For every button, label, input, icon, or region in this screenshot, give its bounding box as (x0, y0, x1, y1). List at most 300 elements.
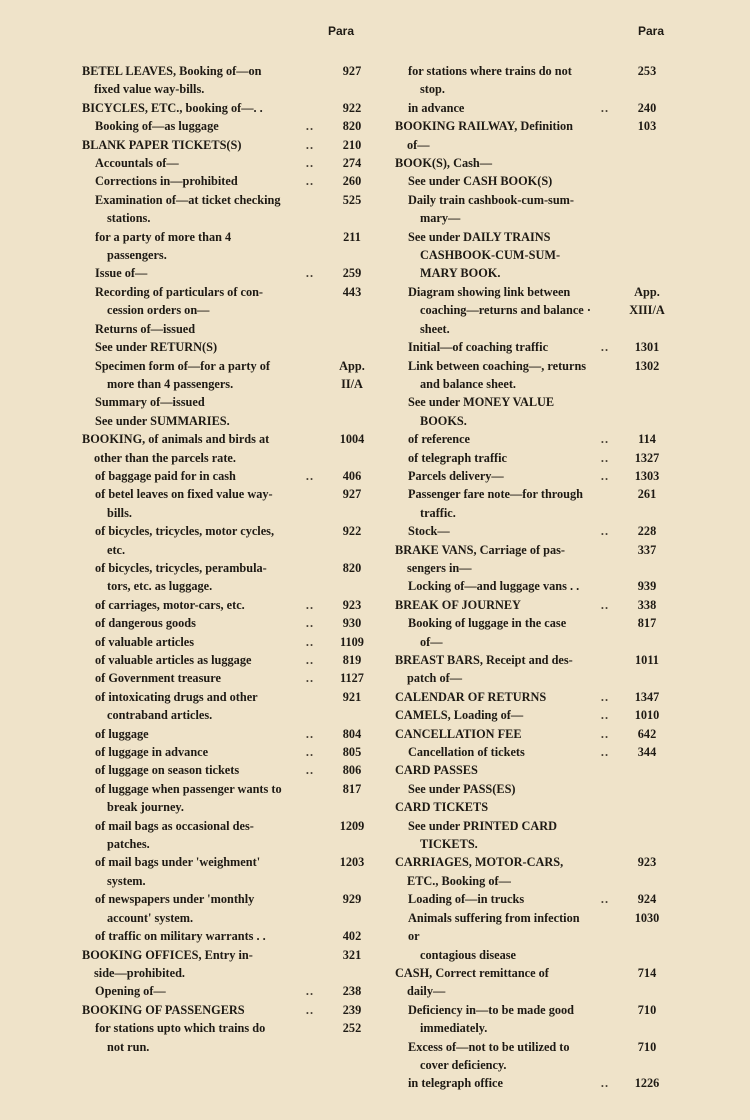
index-entry (395, 780, 677, 798)
index-entry (82, 614, 382, 632)
index-entry-text (395, 614, 593, 651)
index-entry (82, 228, 382, 265)
index-entry-line: side—prohibited. (94, 965, 185, 980)
index-entry-line: of luggage in advance (95, 745, 209, 760)
para-number: 1302 (634, 358, 660, 373)
index-entry-line: Animals suffering from infection or (408, 910, 580, 944)
index-entry-line: See under SUMMARIES. (95, 413, 230, 428)
index-entry-text (395, 780, 593, 798)
index-entry (395, 393, 677, 430)
index-entry-line: Daily train cashbook-cum-sum- (408, 192, 575, 207)
index-entry (395, 964, 677, 1001)
para-number: 1010 (634, 708, 660, 723)
index-entry-text (395, 393, 593, 430)
para-number: 239 (342, 1002, 362, 1017)
leader-dots: .. (305, 745, 315, 760)
para-number: 344 (637, 745, 657, 760)
para-number: 805 (342, 745, 362, 760)
index-entry (82, 412, 382, 430)
index-entry-line: CANCELLATION FEE (395, 726, 522, 741)
leader-dots: .. (600, 432, 610, 447)
para-number: 321 (342, 947, 362, 962)
index-entry-line: See under PASS(ES) (408, 781, 516, 796)
index-entry-line: account' system. (107, 910, 194, 925)
index-entry (395, 467, 677, 485)
index-entry-text (82, 393, 298, 411)
index-entry-line: of newspapers under 'monthly (95, 892, 255, 907)
para-number: 252 (342, 1021, 362, 1036)
para-number: 274 (342, 156, 362, 171)
para-number: 103 (637, 119, 657, 134)
para-number: 922 (342, 100, 362, 115)
index-entry-line: CASHBOOK-CUM-SUM- (420, 248, 561, 263)
para-number: 240 (637, 100, 657, 115)
index-entry-text (395, 449, 593, 467)
index-entry-line: contraband articles. (107, 708, 213, 723)
index-entry (82, 596, 382, 614)
index-entry (395, 817, 677, 854)
index-entry-text (395, 117, 593, 154)
index-entry-line: CASH, Correct remittance of (395, 965, 549, 980)
para-number: 259 (342, 266, 362, 281)
index-entry-line: Cancellation of tickets (408, 745, 525, 760)
para-number: 927 (342, 487, 362, 502)
index-entry-line: CARD TICKETS (395, 800, 489, 815)
index-entry-line: of luggage when passenger wants to (95, 781, 282, 796)
index-entry-line: fixed value way-bills. (94, 82, 205, 97)
index-entry-text (395, 577, 593, 595)
index-entry-line: Examination of—at ticket checking (95, 192, 281, 207)
index-entry (82, 99, 382, 117)
index-entry-line: MARY BOOK. (420, 266, 501, 281)
index-entry-text (395, 651, 593, 688)
leader-dots: .. (305, 468, 315, 483)
index-entry-line: etc. (107, 542, 126, 557)
index-entry (82, 633, 382, 651)
para-number: 1109 (340, 634, 364, 649)
index-entry-text (82, 651, 298, 669)
index-entry-text (82, 669, 298, 687)
index-entry-text (395, 467, 593, 485)
index-entry-line: Deficiency in—to be made good (408, 1002, 574, 1017)
para-number: 210 (342, 137, 362, 152)
index-entry-text (82, 154, 298, 172)
index-entry (82, 283, 382, 320)
index-entry-text (82, 780, 298, 817)
leader-dots: .. (305, 1002, 315, 1017)
para-number: 1011 (635, 653, 659, 667)
index-entry (82, 559, 382, 596)
index-entry-line: Excess of—not to be utilized to (408, 1039, 570, 1054)
index-entry-text (82, 614, 298, 632)
index-entry (82, 430, 382, 467)
index-entry-text (82, 946, 298, 983)
leader-dots: .. (305, 671, 315, 686)
index-entry-line: contagious disease (420, 947, 516, 962)
para-number: 710 (637, 1002, 657, 1017)
para-number: 228 (637, 524, 657, 539)
index-entry-line: of bicycles, tricycles, motor cycles, (95, 524, 275, 539)
index-entry-line: CARRIAGES, MOTOR-CARS, (395, 855, 564, 870)
para-number: App. XIII/A (629, 284, 665, 318)
index-entry-text (395, 1038, 593, 1075)
index-entry (82, 817, 382, 854)
index-entry-text (395, 283, 593, 338)
index-entry-line: traffic. (420, 505, 456, 520)
para-number: 642 (637, 726, 657, 741)
index-entry-text (395, 338, 593, 356)
index-entry-text (82, 522, 298, 559)
index-entry (82, 320, 382, 338)
para-number: 406 (342, 468, 362, 483)
index-entry (395, 890, 677, 908)
index-entry-line: for stations where trains do not (408, 64, 572, 78)
index-entry (82, 191, 382, 228)
para-number: 927 (342, 64, 362, 78)
para-number: 1209 (339, 818, 365, 833)
leader-dots: .. (600, 340, 610, 355)
index-entry-line: of mail bags as occasional des- (95, 818, 254, 833)
index-entry-text (82, 596, 298, 614)
leader-dots: .. (305, 137, 315, 152)
para-number: 402 (342, 929, 362, 944)
index-entry (395, 1001, 677, 1038)
index-entry-line: for a party of more than 4 (95, 229, 232, 244)
para-number: 338 (637, 597, 657, 612)
index-entry-text (82, 264, 298, 282)
index-entry-line: BREAK OF JOURNEY (395, 597, 521, 612)
index-entry-line: immediately. (420, 1021, 488, 1036)
index-entry-line: Summary of—issued (95, 395, 205, 410)
index-entry-line: of valuable articles as luggage (95, 653, 252, 667)
index-entry-line: ETC., Booking of— (407, 873, 511, 888)
index-entry (82, 154, 382, 172)
index-entry-line: of dangerous goods (95, 616, 196, 631)
index-entry-line: Issue of— (95, 266, 148, 281)
index-entry-text (395, 485, 593, 522)
index-entry-line: Corrections in—prohibited (95, 174, 238, 189)
para-number: 817 (342, 781, 362, 796)
para-number: 922 (342, 524, 362, 539)
leader-dots: .. (600, 100, 610, 115)
index-entry-text (82, 559, 298, 596)
para-column-header-left: Para (328, 24, 355, 38)
index-entry-text (395, 191, 593, 228)
index-entry-text (395, 154, 593, 172)
index-entry-text (395, 522, 593, 540)
leader-dots: .. (305, 156, 315, 171)
index-entry (395, 798, 677, 816)
index-entry (82, 485, 382, 522)
para-number: 820 (342, 560, 362, 575)
index-entry-line: Diagram showing link between (408, 284, 571, 299)
index-entry (395, 688, 677, 706)
index-entry (395, 651, 677, 688)
index-entry-line: Link between coaching—, returns (408, 358, 587, 373)
index-entry-line: in telegraph office (408, 1076, 503, 1091)
index-entry-line: of Government treasure (95, 671, 221, 686)
index-entry (395, 614, 677, 651)
index-entry-line: Recording of particulars of con- (95, 284, 264, 299)
index-entry-text (395, 1001, 593, 1038)
index-entry-text (82, 283, 298, 320)
index-entry-line: passengers. (107, 248, 167, 263)
index-entry-line: of— (420, 634, 443, 649)
index-entry (82, 780, 382, 817)
index-entry (82, 117, 382, 135)
index-entry (82, 136, 382, 154)
index-entry-text (395, 357, 593, 394)
index-entry-text (82, 890, 298, 927)
index-entry (395, 191, 677, 228)
index-entry (395, 743, 677, 761)
index-entry-text (82, 412, 298, 430)
index-entry-text (395, 688, 593, 706)
index-entry (395, 596, 677, 614)
index-entry-text (395, 909, 593, 964)
index-entry-text (82, 927, 298, 945)
para-number: 261 (637, 487, 657, 502)
index-entry (82, 1001, 382, 1019)
leader-dots: .. (305, 726, 315, 741)
index-entry-line: tors, etc. as luggage. (107, 579, 213, 594)
index-entry (82, 761, 382, 779)
para-number: 525 (342, 192, 362, 207)
index-entry-line: Passenger fare note—for through (408, 487, 583, 502)
index-entry-line: of carriages, motor-cars, etc. (95, 597, 245, 612)
index-entry (82, 927, 382, 945)
index-entry (395, 283, 677, 338)
index-entry-line: Returns of—issued (95, 321, 196, 336)
index-entry (395, 761, 677, 779)
para-number: 1203 (339, 855, 365, 870)
index-entry-text (395, 725, 593, 743)
index-entry-text (395, 817, 593, 854)
index-entry-text (395, 890, 593, 908)
index-entry-text (82, 467, 298, 485)
index-entry-line: of— (407, 137, 430, 152)
index-entry-line: bills. (107, 505, 132, 520)
index-entry (395, 62, 677, 99)
para-number: 1030 (634, 910, 660, 925)
index-entry-text (82, 117, 298, 135)
index-entry (82, 467, 382, 485)
index-entry-text (395, 743, 593, 761)
leader-dots: .. (305, 653, 315, 667)
index-entry-line: CARD PASSES (395, 763, 478, 778)
index-entry (395, 449, 677, 467)
para-column-header-right: Para (638, 24, 665, 38)
index-entry-line: BOOKING RAILWAY, Definition (395, 119, 574, 134)
index-entry (82, 264, 382, 282)
index-entry-text (82, 357, 298, 394)
index-entry-text (82, 191, 298, 228)
para-number: 923 (342, 597, 362, 612)
index-entry (395, 1038, 677, 1075)
index-entry-text (395, 62, 593, 99)
leader-dots: .. (305, 616, 315, 631)
index-entry-line: Stock— (408, 524, 450, 539)
index-entry-line: of baggage paid for in cash (95, 468, 236, 483)
index-entry (395, 154, 677, 172)
index-entry-line: of luggage on season tickets (95, 763, 240, 778)
index-entry-text (82, 1019, 298, 1056)
index-entry-line: coaching—returns and balance · (420, 303, 591, 318)
index-entry-text (395, 172, 593, 190)
leader-dots: .. (600, 892, 610, 907)
leader-dots: .. (600, 1076, 610, 1091)
leader-dots: .. (600, 524, 610, 539)
index-entry-line: See under MONEY VALUE (408, 395, 555, 410)
index-entry (82, 890, 382, 927)
index-entry-text (395, 1074, 593, 1092)
index-entry-line: Parcels delivery— (408, 468, 504, 483)
index-entry (82, 651, 382, 669)
index-entry (395, 909, 677, 964)
index-entry (395, 853, 677, 890)
index-entry (82, 62, 382, 99)
leader-dots: .. (305, 174, 315, 189)
index-entry-line: cession orders on— (107, 303, 210, 318)
para-number: 260 (342, 174, 362, 189)
leader-dots: .. (305, 984, 315, 999)
index-entry-text (395, 853, 593, 890)
index-entry-text (82, 320, 298, 338)
index-entry-line: cover deficiency. (420, 1057, 507, 1072)
index-entry (395, 541, 677, 578)
index-entry-line: Booking of—as luggage (95, 119, 219, 134)
para-number: 1347 (634, 689, 660, 704)
para-number: 1301 (634, 340, 660, 355)
index-entry-line: See under RETURN(S) (95, 340, 218, 355)
para-number: 806 (342, 763, 362, 778)
index-entry (82, 725, 382, 743)
index-entry (82, 338, 382, 356)
index-entry-line: BOOKING OFFICES, Entry in- (82, 947, 253, 962)
para-number: 804 (342, 726, 362, 741)
index-entry-text (395, 761, 593, 779)
leader-dots: .. (600, 745, 610, 760)
para-number: 1004 (339, 432, 365, 447)
index-entry-line: not run. (107, 1039, 150, 1054)
index-entry-text (82, 485, 298, 522)
leader-dots: .. (305, 763, 315, 778)
index-entry (395, 99, 677, 117)
index-entry-line: of reference (408, 432, 471, 447)
index-entry-text (82, 62, 298, 99)
index-entry (82, 522, 382, 559)
index-entry-text (82, 817, 298, 854)
leader-dots: .. (600, 689, 610, 704)
leader-dots: .. (600, 708, 610, 723)
index-entry (395, 357, 677, 394)
index-entry (395, 522, 677, 540)
para-number: 337 (637, 542, 657, 557)
index-entry-line: system. (107, 873, 146, 888)
index-entry-line: of mail bags under 'weighment' (95, 855, 261, 870)
index-entry-line: BOOKING, of animals and birds at (82, 432, 270, 447)
leader-dots: .. (305, 634, 315, 649)
para-number: 714 (637, 965, 657, 980)
para-number: 253 (637, 64, 657, 78)
index-entry-text (82, 688, 298, 725)
index-entry-line: See under PRINTED CARD (408, 818, 558, 833)
index-entry-line: See under DAILY TRAINS (408, 229, 551, 244)
para-number: 114 (638, 432, 656, 447)
index-entry-line: break journey. (107, 800, 184, 815)
index-entry-text (395, 228, 593, 283)
index-entry-line: for stations upto which trains do (95, 1021, 266, 1036)
index-entry-line: sheet. (420, 321, 450, 336)
index-entry-text (82, 338, 298, 356)
index-entry (82, 982, 382, 1000)
index-entry-line: BRAKE VANS, Carriage of pas- (395, 542, 566, 557)
index-entry-line: See under CASH BOOK(S) (408, 174, 553, 189)
para-number: App. II/A (339, 358, 365, 391)
index-entry-line: Initial—of coaching traffic (408, 340, 549, 355)
index-entry-line: of betel leaves on fixed value way- (95, 487, 273, 502)
index-entry (395, 338, 677, 356)
index-entry-line: daily— (407, 984, 446, 999)
index-entry-text (82, 99, 298, 117)
index-entry-text (395, 541, 593, 578)
para-number: 819 (342, 653, 362, 667)
index-entry (82, 669, 382, 687)
leader-dots: .. (600, 468, 610, 483)
para-number: 924 (637, 892, 657, 907)
index-entry-text (395, 798, 593, 816)
leader-dots: .. (600, 726, 610, 741)
para-number: 923 (637, 855, 657, 870)
index-entry-line: of luggage (95, 726, 149, 741)
index-entry-line: BOOK(S), Cash— (395, 156, 493, 171)
index-entry (395, 430, 677, 448)
index-entry-line: other than the parcels rate. (94, 450, 236, 465)
index-entry-line: of telegraph traffic (408, 450, 508, 465)
index-entry-line: patches. (107, 837, 150, 852)
index-entry-text (82, 228, 298, 265)
para-number: 238 (342, 984, 362, 999)
index-entry-line: and balance sheet. (420, 376, 516, 391)
index-entry (82, 172, 382, 190)
index-column-right (395, 62, 677, 1093)
index-entry-line: of valuable articles (95, 634, 195, 649)
para-number: 921 (342, 689, 362, 704)
index-column-left (82, 62, 382, 1056)
leader-dots: .. (600, 597, 610, 612)
index-entry-text (82, 725, 298, 743)
index-entry (395, 577, 677, 595)
index-entry-line: Booking of luggage in the case (408, 616, 567, 631)
index-entry-text (82, 743, 298, 761)
index-entry (395, 228, 677, 283)
index-entry-text (395, 596, 593, 614)
index-entry-line: BOOKING OF PASSENGERS (82, 1002, 245, 1017)
index-entry (395, 725, 677, 743)
index-entry (82, 743, 382, 761)
index-entry-line: Specimen form of—for a party of (95, 358, 270, 373)
index-entry-text (82, 982, 298, 1000)
index-entry-line: CAMELS, Loading of— (395, 708, 524, 723)
index-entry-text (82, 1001, 298, 1019)
index-entry-text (82, 633, 298, 651)
index-entry (82, 357, 382, 394)
para-number: 1127 (340, 671, 364, 686)
index-entry-text (82, 136, 298, 154)
index-entry-line: Locking of—and luggage vans . . (408, 579, 580, 594)
index-entry (82, 1019, 382, 1056)
index-entry-text (82, 172, 298, 190)
